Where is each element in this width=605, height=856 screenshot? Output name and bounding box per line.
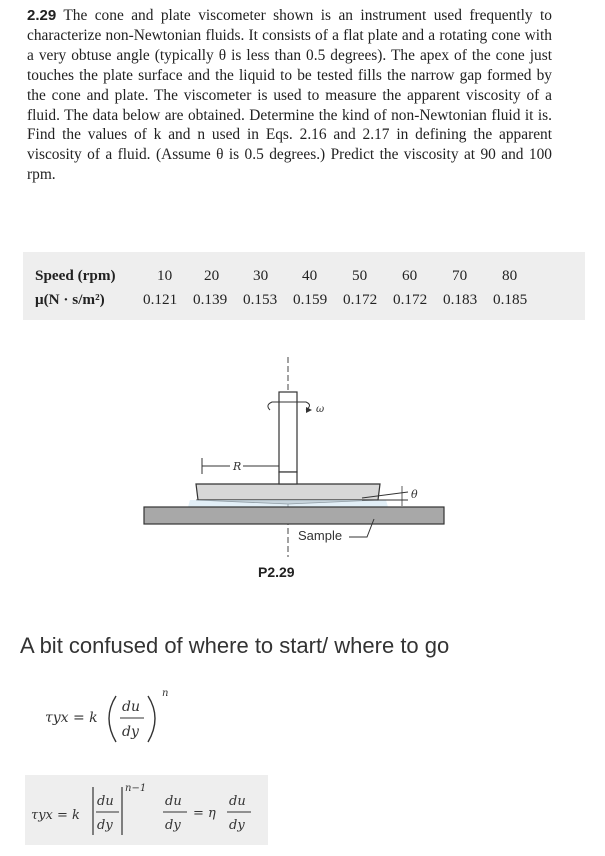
problem-statement: [27, 6, 552, 185]
sample-liquid: [188, 500, 388, 507]
radius-label: R: [233, 460, 242, 473]
mu-value: 0.172: [343, 291, 378, 308]
speed-value: 40: [302, 267, 318, 284]
speed-value: 20: [204, 267, 220, 284]
speed-value: 60: [402, 267, 418, 284]
mu-value: 0.159: [293, 291, 328, 308]
mu-value: 0.183: [443, 291, 478, 308]
eq2-eta: = η: [193, 806, 216, 821]
sample-label: Sample: [298, 528, 343, 543]
speed-label: Speed (rpm): [35, 267, 116, 284]
speed-value: 50: [352, 267, 368, 284]
theta-label: θ: [411, 488, 418, 501]
eq2-abs-numerator: du: [97, 794, 114, 809]
plate: [144, 507, 444, 524]
eq1-denominator: dy: [122, 724, 139, 740]
mu-label: μ(N · s/m²): [35, 291, 105, 308]
mu-value: 0.153: [243, 291, 278, 308]
speed-value: 10: [157, 267, 173, 284]
eq2-rhs-numerator: du: [229, 794, 246, 809]
problem-text: The cone and plate viscometer shown is an instrument used frequently to characterize non-Newtonian fluids. It consists of a flat plate and a rotating cone with a very obtuse angle (typically θ is less than 0.5 degrees). The apex of the cone just touches the plate surface and the liquid to be tested fills the narrow gap formed by the cone and plate. The viscometer is used to measure the apparent viscosity of a fluid. The data below are obtained. Determine the kind of non-Newtonian fluid it is. Find the values of k and n used in Eqs. 2.16 and 2.17 in defining the apparent viscosity of a fluid. (Assume θ is 0.5 degrees.) Predict the viscosity at 90 and 100 rpm.: [27, 7, 552, 184]
problem-number: 2.29: [27, 7, 57, 24]
omega-label: ω: [316, 404, 325, 415]
eq2-exponent: n−1: [125, 783, 147, 794]
eq1-numerator: du: [122, 699, 140, 715]
eq1-lhs: τyx = k: [45, 710, 98, 726]
viscometer-figure: [130, 352, 560, 592]
data-table: [23, 252, 585, 320]
speed-value: 80: [502, 267, 518, 284]
apparent-viscosity-equation: [25, 775, 268, 845]
eq2-lhs: τyx = k: [31, 808, 80, 823]
mu-value: 0.121: [143, 291, 178, 308]
shaft: [279, 392, 297, 472]
cone: [196, 484, 380, 500]
power-law-equation: [40, 676, 200, 756]
mu-value: 0.139: [193, 291, 228, 308]
mu-value: 0.185: [493, 291, 528, 308]
figure-caption: P2.29: [258, 564, 295, 580]
eq2-numerator: du: [165, 794, 182, 809]
mu-value: 0.172: [393, 291, 428, 308]
eq2-denominator: dy: [165, 818, 181, 833]
eq1-exponent: n: [162, 688, 169, 699]
eq2-abs-denominator: dy: [97, 818, 113, 833]
eq2-rhs-denominator: dy: [229, 818, 245, 833]
speed-value: 30: [253, 267, 269, 284]
speed-value: 70: [452, 267, 468, 284]
question-text: A bit confused of where to start/ where to go: [20, 633, 450, 658]
